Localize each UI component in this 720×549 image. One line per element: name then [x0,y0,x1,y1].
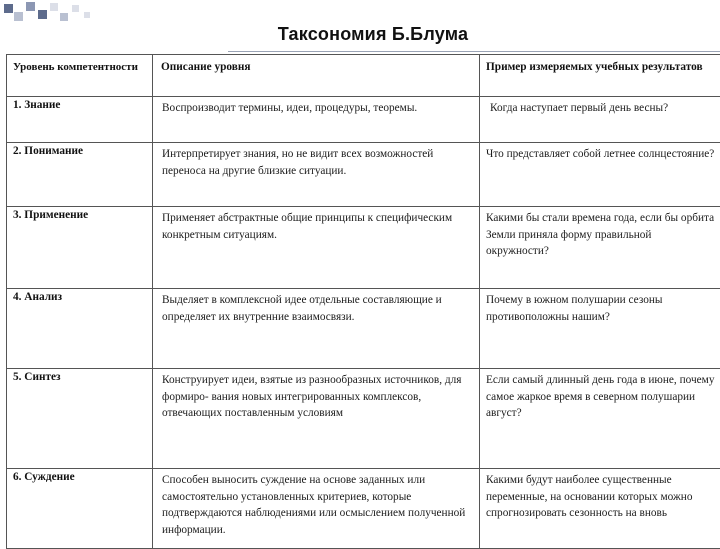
decor-square [14,12,23,21]
decor-square [26,2,35,11]
decor-square [60,13,68,21]
decor-square [84,12,90,18]
row-level: 5. Синтез [7,369,153,469]
row-level: 4. Анализ [7,289,153,369]
row-level: 6. Суждение [7,469,153,549]
row-example: Какими будут наиболее существенные переменные, на основании которых можно спрогнозировать сезонность на вновь [480,469,720,549]
table-row [7,207,720,289]
row-level: 3. Применение [7,207,153,289]
row-description: Конструирует идеи, взятые из разнообразных источников, для формиро- вания новых интегрированных комплексов, отвечающих поставленным условиям [153,369,480,469]
table-header-row [7,55,720,97]
header-level: Уровень компетентности [7,55,153,97]
row-example: Что представляет собой летнее солнцестояние? [480,143,720,207]
table-row [7,143,720,207]
table-row [7,97,720,143]
title-underline [228,51,720,52]
page-title: Таксономия Б.Блума [0,24,720,45]
row-example: Почему в южном полушарии сезоны противоположны нашим? [480,289,720,369]
row-description: Способен выносить суждение на основе заданных или самостоятельно установленных критериев, которые подтверждаются наблюдениями или осмыслением полученной информации. [153,469,480,549]
table-row [7,469,720,549]
table-row [7,289,720,369]
decor-square [50,3,58,11]
row-description: Выделяет в комплексной идее отдельные составляющие и определяет их внутренние взаимосвязи. [153,289,480,369]
row-example: Когда наступает первый день весны? [480,97,720,143]
row-example: Какими бы стали времена года, если бы орбита Земли приняла форму правильной окружности? [480,207,720,289]
row-description: Интерпретирует знания, но не видит всех возможностей переноса на другие близкие ситуации. [153,143,480,207]
row-description: Воспроизводит термины, идеи, процедуры, теоремы. [153,97,480,143]
header-example: Пример измеряемых учебных результатов [480,55,720,97]
taxonomy-table [6,54,720,549]
decor-square [38,10,47,19]
decor-square [72,5,79,12]
row-level: 1. Знание [7,97,153,143]
table-row [7,369,720,469]
row-example: Если самый длинный день года в июне, почему самое жаркое время в северном полушарии август? [480,369,720,469]
row-level: 2. Понимание [7,143,153,207]
decor-square [4,4,13,13]
header-description: Описание уровня [153,55,480,97]
row-description: Применяет абстрактные общие принципы к специфическим конкретным ситуациям. [153,207,480,289]
